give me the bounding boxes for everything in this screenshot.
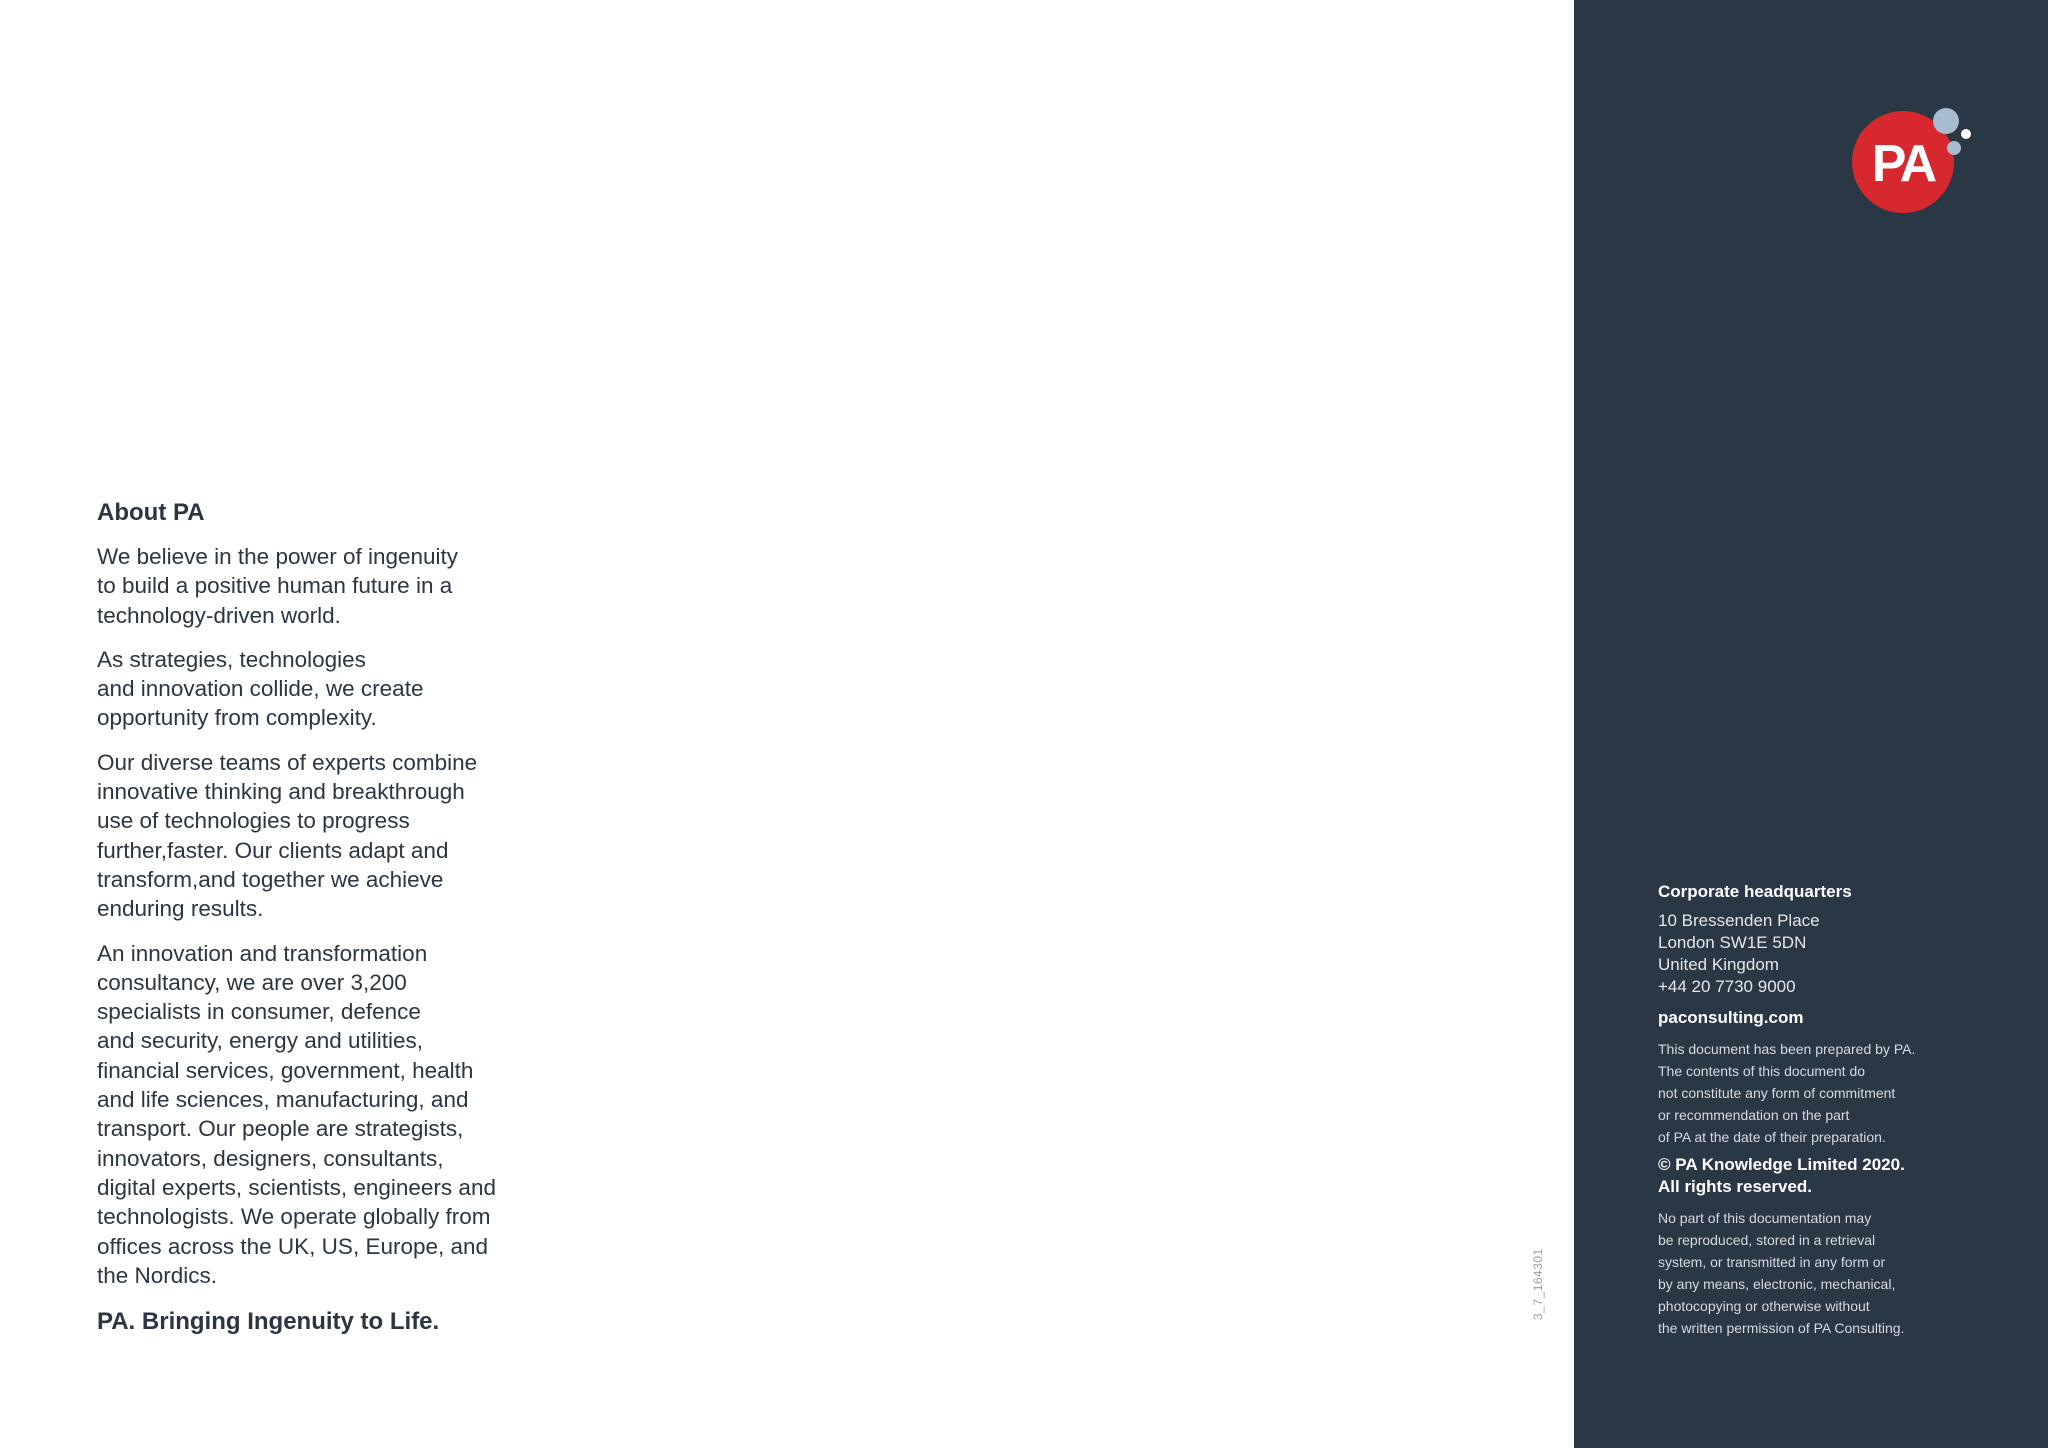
- document-reference-code: 3_7_164301: [1531, 1248, 1545, 1320]
- about-paragraph-3: Our diverse teams of experts combine innovative thinking and breakthrough use of technologies to progress further,faster. Our clients adapt and transform,and together we achieve enduring results.: [97, 749, 478, 922]
- logo-bubble-small: [1961, 129, 1971, 139]
- about-heading: About PA: [97, 499, 205, 526]
- about-paragraph-4: An innovation and transformation consultancy, we are over 3,200 specialists in consumer, defence and security, energy and utilities, financial services, government, health and life sciences, manufacturing, and transport. Our people are strategists, innovators, designers, consultants, digital experts, scientists, engineers and technologists. We operate globally from offices across the UK, US, Europe, and the Nordics.: [97, 940, 496, 1288]
- copyright-notice: © PA Knowledge Limited 2020. All rights reserved.: [1658, 1155, 1905, 1196]
- disclaimer-text: This document has been prepared by PA. The contents of this document do not constitute any form of commitment or recommendation on the part of PA at the date of their preparation.: [1658, 1041, 1916, 1145]
- contact-info: [1658, 880, 1958, 1345]
- about-paragraph-1: We believe in the power of ingenuity to build a positive human future in a technology-driven world.: [97, 544, 459, 628]
- hq-address: 10 Bressenden Place London SW1E 5DN United Kingdom +44 20 7730 9000: [1658, 911, 1820, 996]
- rights-notice: No part of this documentation may be reproduced, stored in a retrieval system, or transmitted in any form or by any means, electronic, mechanical, photocopying or otherwise without the written permission of PA Consulting.: [1658, 1210, 1905, 1336]
- logo-bubble-large: [1933, 108, 1959, 134]
- logo-bubble-medium: [1947, 141, 1961, 155]
- about-paragraph-2: As strategies, technologies and innovation collide, we create opportunity from complexity.: [97, 646, 424, 731]
- website-link[interactable]: paconsulting.com: [1658, 1008, 1804, 1027]
- tagline: PA. Bringing Ingenuity to Life.: [97, 1308, 440, 1336]
- logo-text: PA: [1871, 135, 1935, 193]
- pa-logo: [1849, 104, 1973, 228]
- hq-heading: Corporate headquarters: [1658, 882, 1852, 901]
- about-section: [97, 496, 557, 1339]
